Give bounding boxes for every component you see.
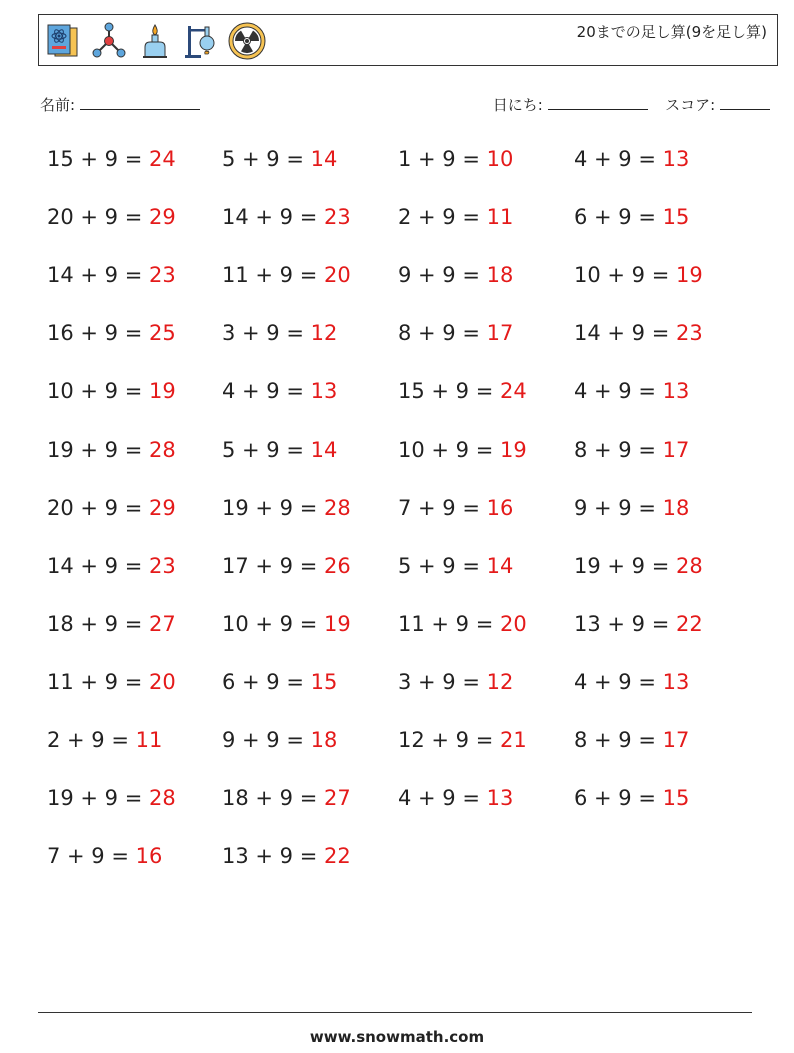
problem-item [574,205,689,229]
problem-answer: 13 [310,379,338,404]
problem-question: 9 + 9 = [398,263,480,288]
problem-answer: 20 [149,669,176,694]
problem-item [574,728,689,752]
problem-answer: 19 [500,437,527,462]
problem-item [47,496,176,520]
problem-question: 15 + 9 = [47,147,143,171]
problem-question: 2 + 9 = [47,728,129,752]
icon-strip [43,19,267,63]
problem-answer: 23 [149,553,176,578]
problem-question: 13 + 9 = [222,844,318,869]
problem-question: 19 + 9 = [47,437,143,462]
flask-stand-icon [181,21,221,61]
problem-item [398,670,513,694]
problem-answer: 12 [486,669,514,694]
problem-answer: 22 [676,611,703,636]
problem-question: 14 + 9 = [47,553,143,578]
problem-answer: 23 [676,321,703,346]
problem-item [222,438,337,462]
problem-question: 20 + 9 = [47,495,143,520]
problem-answer: 12 [310,321,338,346]
problem-item [574,379,689,403]
problem-answer: 22 [324,844,351,869]
problem-item [398,438,527,462]
problem-answer: 28 [676,553,703,578]
score-label: スコア: [665,96,716,114]
bunsen-burner-icon [135,21,175,61]
problem-item [574,263,703,287]
problem-answer: 13 [662,379,690,404]
problem-question: 8 + 9 = [574,728,656,752]
problem-question: 11 + 9 = [47,669,143,694]
problem-item [47,438,176,462]
problem-answer: 28 [149,437,176,462]
problem-question: 8 + 9 = [574,437,656,462]
problem-answer: 20 [324,263,351,288]
problem-item [222,670,337,694]
problem-item [47,321,176,345]
score-blank[interactable] [720,95,770,110]
problem-item [222,728,337,752]
problem-answer: 16 [486,495,514,520]
problem-question: 6 + 9 = [222,669,304,694]
problem-item [47,612,176,636]
problem-item [574,147,689,171]
problem-answer: 23 [149,263,176,288]
problem-answer: 19 [324,611,351,636]
problem-answer: 11 [135,728,163,752]
problem-item [398,147,513,171]
problem-item [222,844,351,868]
problem-question: 11 + 9 = [398,611,494,636]
problem-question: 8 + 9 = [398,321,480,346]
problem-answer: 15 [310,669,338,694]
problem-question: 4 + 9 = [574,379,656,404]
problem-item [222,147,337,171]
problem-item [398,321,513,345]
problem-answer: 28 [324,495,351,520]
name-label: 名前: [40,96,76,114]
problem-item [398,786,513,810]
problem-answer: 27 [149,611,176,636]
problem-answer: 17 [662,437,690,462]
problem-answer: 18 [310,728,338,752]
problem-question: 5 + 9 = [398,553,480,578]
problem-item [47,205,176,229]
problem-question: 14 + 9 = [47,263,143,288]
problem-question: 17 + 9 = [222,553,318,578]
problem-item [47,786,176,810]
problem-question: 4 + 9 = [398,786,480,811]
problem-question: 4 + 9 = [574,147,656,171]
problem-answer: 17 [486,321,514,346]
problem-question: 11 + 9 = [222,263,318,288]
problem-question: 18 + 9 = [222,786,318,811]
date-blank[interactable] [548,95,648,110]
problem-item [47,263,176,287]
problem-item [398,205,513,229]
problem-question: 14 + 9 = [222,205,318,230]
problem-answer: 23 [324,205,351,230]
problem-answer: 29 [149,205,176,230]
problem-item [398,379,527,403]
problem-item [47,670,176,694]
problem-question: 10 + 9 = [222,611,318,636]
problem-question: 15 + 9 = [398,379,494,404]
problem-answer: 19 [149,379,176,404]
problem-question: 20 + 9 = [47,205,143,230]
problem-answer: 14 [486,553,514,578]
problem-item [574,321,703,345]
date-label: 日にち: [492,96,543,114]
problem-answer: 13 [486,786,514,811]
problem-item [574,554,703,578]
problem-question: 12 + 9 = [398,728,494,752]
problem-item [574,496,689,520]
problem-item [398,554,513,578]
problem-item [47,844,162,868]
problem-answer: 24 [149,147,176,171]
problem-question: 7 + 9 = [398,495,480,520]
problem-item [398,496,513,520]
problem-item [222,321,337,345]
problem-question: 2 + 9 = [398,205,480,230]
problem-item [222,554,351,578]
problem-question: 18 + 9 = [47,611,143,636]
problem-item [222,612,351,636]
problem-answer: 13 [662,669,690,694]
problem-item [574,786,689,810]
problem-item [222,205,351,229]
problem-question: 1 + 9 = [398,147,480,171]
problem-answer: 28 [149,786,176,811]
problem-answer: 11 [486,205,514,230]
problem-question: 4 + 9 = [222,379,304,404]
problem-question: 6 + 9 = [574,205,656,230]
problem-question: 6 + 9 = [574,786,656,811]
problem-answer: 21 [500,728,527,752]
problem-answer: 18 [486,263,514,288]
name-field [40,94,200,115]
problem-item [222,263,351,287]
problem-item [47,554,176,578]
problem-question: 19 + 9 = [222,495,318,520]
problem-question: 19 + 9 = [47,786,143,811]
problem-answer: 14 [310,147,338,171]
problem-question: 10 + 9 = [47,379,143,404]
footer-divider [38,1012,752,1013]
problem-question: 13 + 9 = [574,611,670,636]
problem-answer: 10 [486,147,514,171]
problem-question: 10 + 9 = [574,263,670,288]
problem-question: 9 + 9 = [222,728,304,752]
problem-item [222,496,351,520]
problem-item [398,612,527,636]
molecule-icon [89,21,129,61]
problem-question: 3 + 9 = [222,321,304,346]
problem-item [574,670,689,694]
name-blank[interactable] [80,95,200,110]
problem-question: 3 + 9 = [398,669,480,694]
atom-book-icon [43,21,83,61]
problem-answer: 19 [676,263,703,288]
problem-question: 7 + 9 = [47,844,129,869]
footer-url: www.snowmath.com [309,1028,485,1046]
problem-question: 4 + 9 = [574,669,656,694]
problem-answer: 25 [149,321,176,346]
problem-item [47,147,176,171]
problem-item [398,728,527,752]
worksheet-header [38,14,778,66]
problem-question: 10 + 9 = [398,437,494,462]
problem-item [222,786,351,810]
problem-item [398,263,513,287]
problem-item [47,379,176,403]
problem-question: 5 + 9 = [222,437,304,462]
radiation-icon [227,21,267,61]
date-score-fields [493,94,770,115]
problem-answer: 26 [324,553,351,578]
problem-item [47,728,162,752]
problem-question: 16 + 9 = [47,321,143,346]
problem-question: 9 + 9 = [574,495,656,520]
worksheet-title: 20までの足し算(9を足し算) [576,23,767,41]
problem-answer: 20 [500,611,527,636]
problem-answer: 14 [310,437,338,462]
problem-answer: 16 [135,844,163,869]
problem-answer: 17 [662,728,690,752]
problem-answer: 24 [500,379,527,404]
problem-question: 14 + 9 = [574,321,670,346]
problem-item [222,379,337,403]
problem-answer: 27 [324,786,351,811]
problem-answer: 18 [662,495,690,520]
problem-item [574,438,689,462]
problem-question: 19 + 9 = [574,553,670,578]
problem-answer: 15 [662,786,690,811]
problem-question: 5 + 9 = [222,147,304,171]
problem-answer: 13 [662,147,690,171]
problem-answer: 29 [149,495,176,520]
problem-item [574,612,703,636]
problem-answer: 15 [662,205,690,230]
